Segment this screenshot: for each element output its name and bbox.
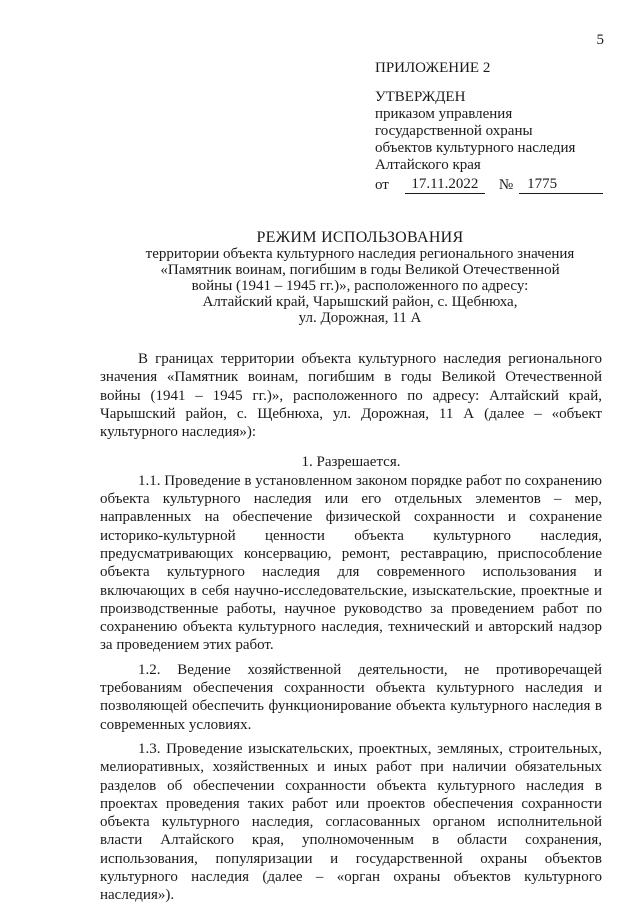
intro-paragraph: В границах территории объекта культурного наследия регионального значения «Памятник воинам, погибшим в годы Великой Отечественной войны (1941 – 1945 гг.)», расположенного по адресу: Алтайский край, Чарышский район, с. Щебнюха, ул. Дорожная, 11 А (далее – «объект культурного наследия»): xyxy=(100,351,602,441)
order-date: 17.11.2022 xyxy=(405,176,485,194)
approval-line: государственной охраны xyxy=(375,123,533,139)
section-title: 1. Разрешается. xyxy=(301,454,401,471)
heading-line: ул. Дорожная, 11 А xyxy=(298,310,422,326)
appendix-label: ПРИЛОЖЕНИЕ 2 xyxy=(375,60,491,76)
date-prefix: от xyxy=(375,177,389,193)
document-heading xyxy=(100,230,620,326)
document-body xyxy=(100,350,602,905)
approval-line: объектов культурного наследия xyxy=(375,140,576,156)
page-number: 5 xyxy=(596,32,604,48)
heading-line: войны (1941 – 1945 гг.)», расположенного по адресу: xyxy=(191,278,529,294)
document-title: РЕЖИМ ИСПОЛЬЗОВАНИЯ xyxy=(256,229,464,246)
approved-label: УТВЕРЖДЕН xyxy=(375,89,466,105)
approval-line: приказом управления xyxy=(375,106,513,122)
approval-line: Алтайского края xyxy=(375,157,481,173)
approval-block xyxy=(375,60,603,194)
heading-line: территории объекта культурного наследия регионального значения xyxy=(145,246,575,262)
order-number: 1775 xyxy=(519,176,603,194)
order-date-row xyxy=(375,176,603,194)
clause-paragraph: 1.3. Проведение изыскательских, проектных, земляных, строительных, мелиоративных, хозяйственных и иных работ при наличии обязательных разделов об обеспечении сохранности объекта культурного наследия в проектах проведения таких работ или проектов обеспечения сохранности объекта культурного наследия, согласованных органом исполнительной власти Алтайского края, уполномоченным в области сохранения, использования, популяризации и государственной охраны объектов культурного наследия (далее – «орган охраны объектов культурного наследия»). xyxy=(100,740,602,904)
heading-line: Алтайский край, Чарышский район, с. Щебнюха, xyxy=(202,294,518,310)
order-number-label: № xyxy=(498,177,514,193)
clause-paragraph: 1.1. Проведение в установленном законом порядке работ по сохранению объекта культурного наследия или его отдельных элементов – мер, направленных на обеспечение физической сохранности и сохранение историко-культурной ценности объекта культурного наследия, предусматривающих консервацию, ремонт, реставрацию, приспособление объекта культурного наследия для современного использования и включающих в себя научно-исследовательские, изыскательские, проектные и производственные работы, научное руководство за проведением работ по сохранению объекта культурного наследия, технический и авторский надзор за проведением этих работ. xyxy=(100,472,602,654)
heading-line: «Памятник воинам, погибшим в годы Великой Отечественной xyxy=(160,262,560,278)
clause-paragraph: 1.2. Ведение хозяйственной деятельности, не противоречащей требованиям обеспечения сохранности объекта культурного наследия и позволяющей обеспечить функционирование объекта культурного наследия в современных условиях. xyxy=(100,661,602,733)
